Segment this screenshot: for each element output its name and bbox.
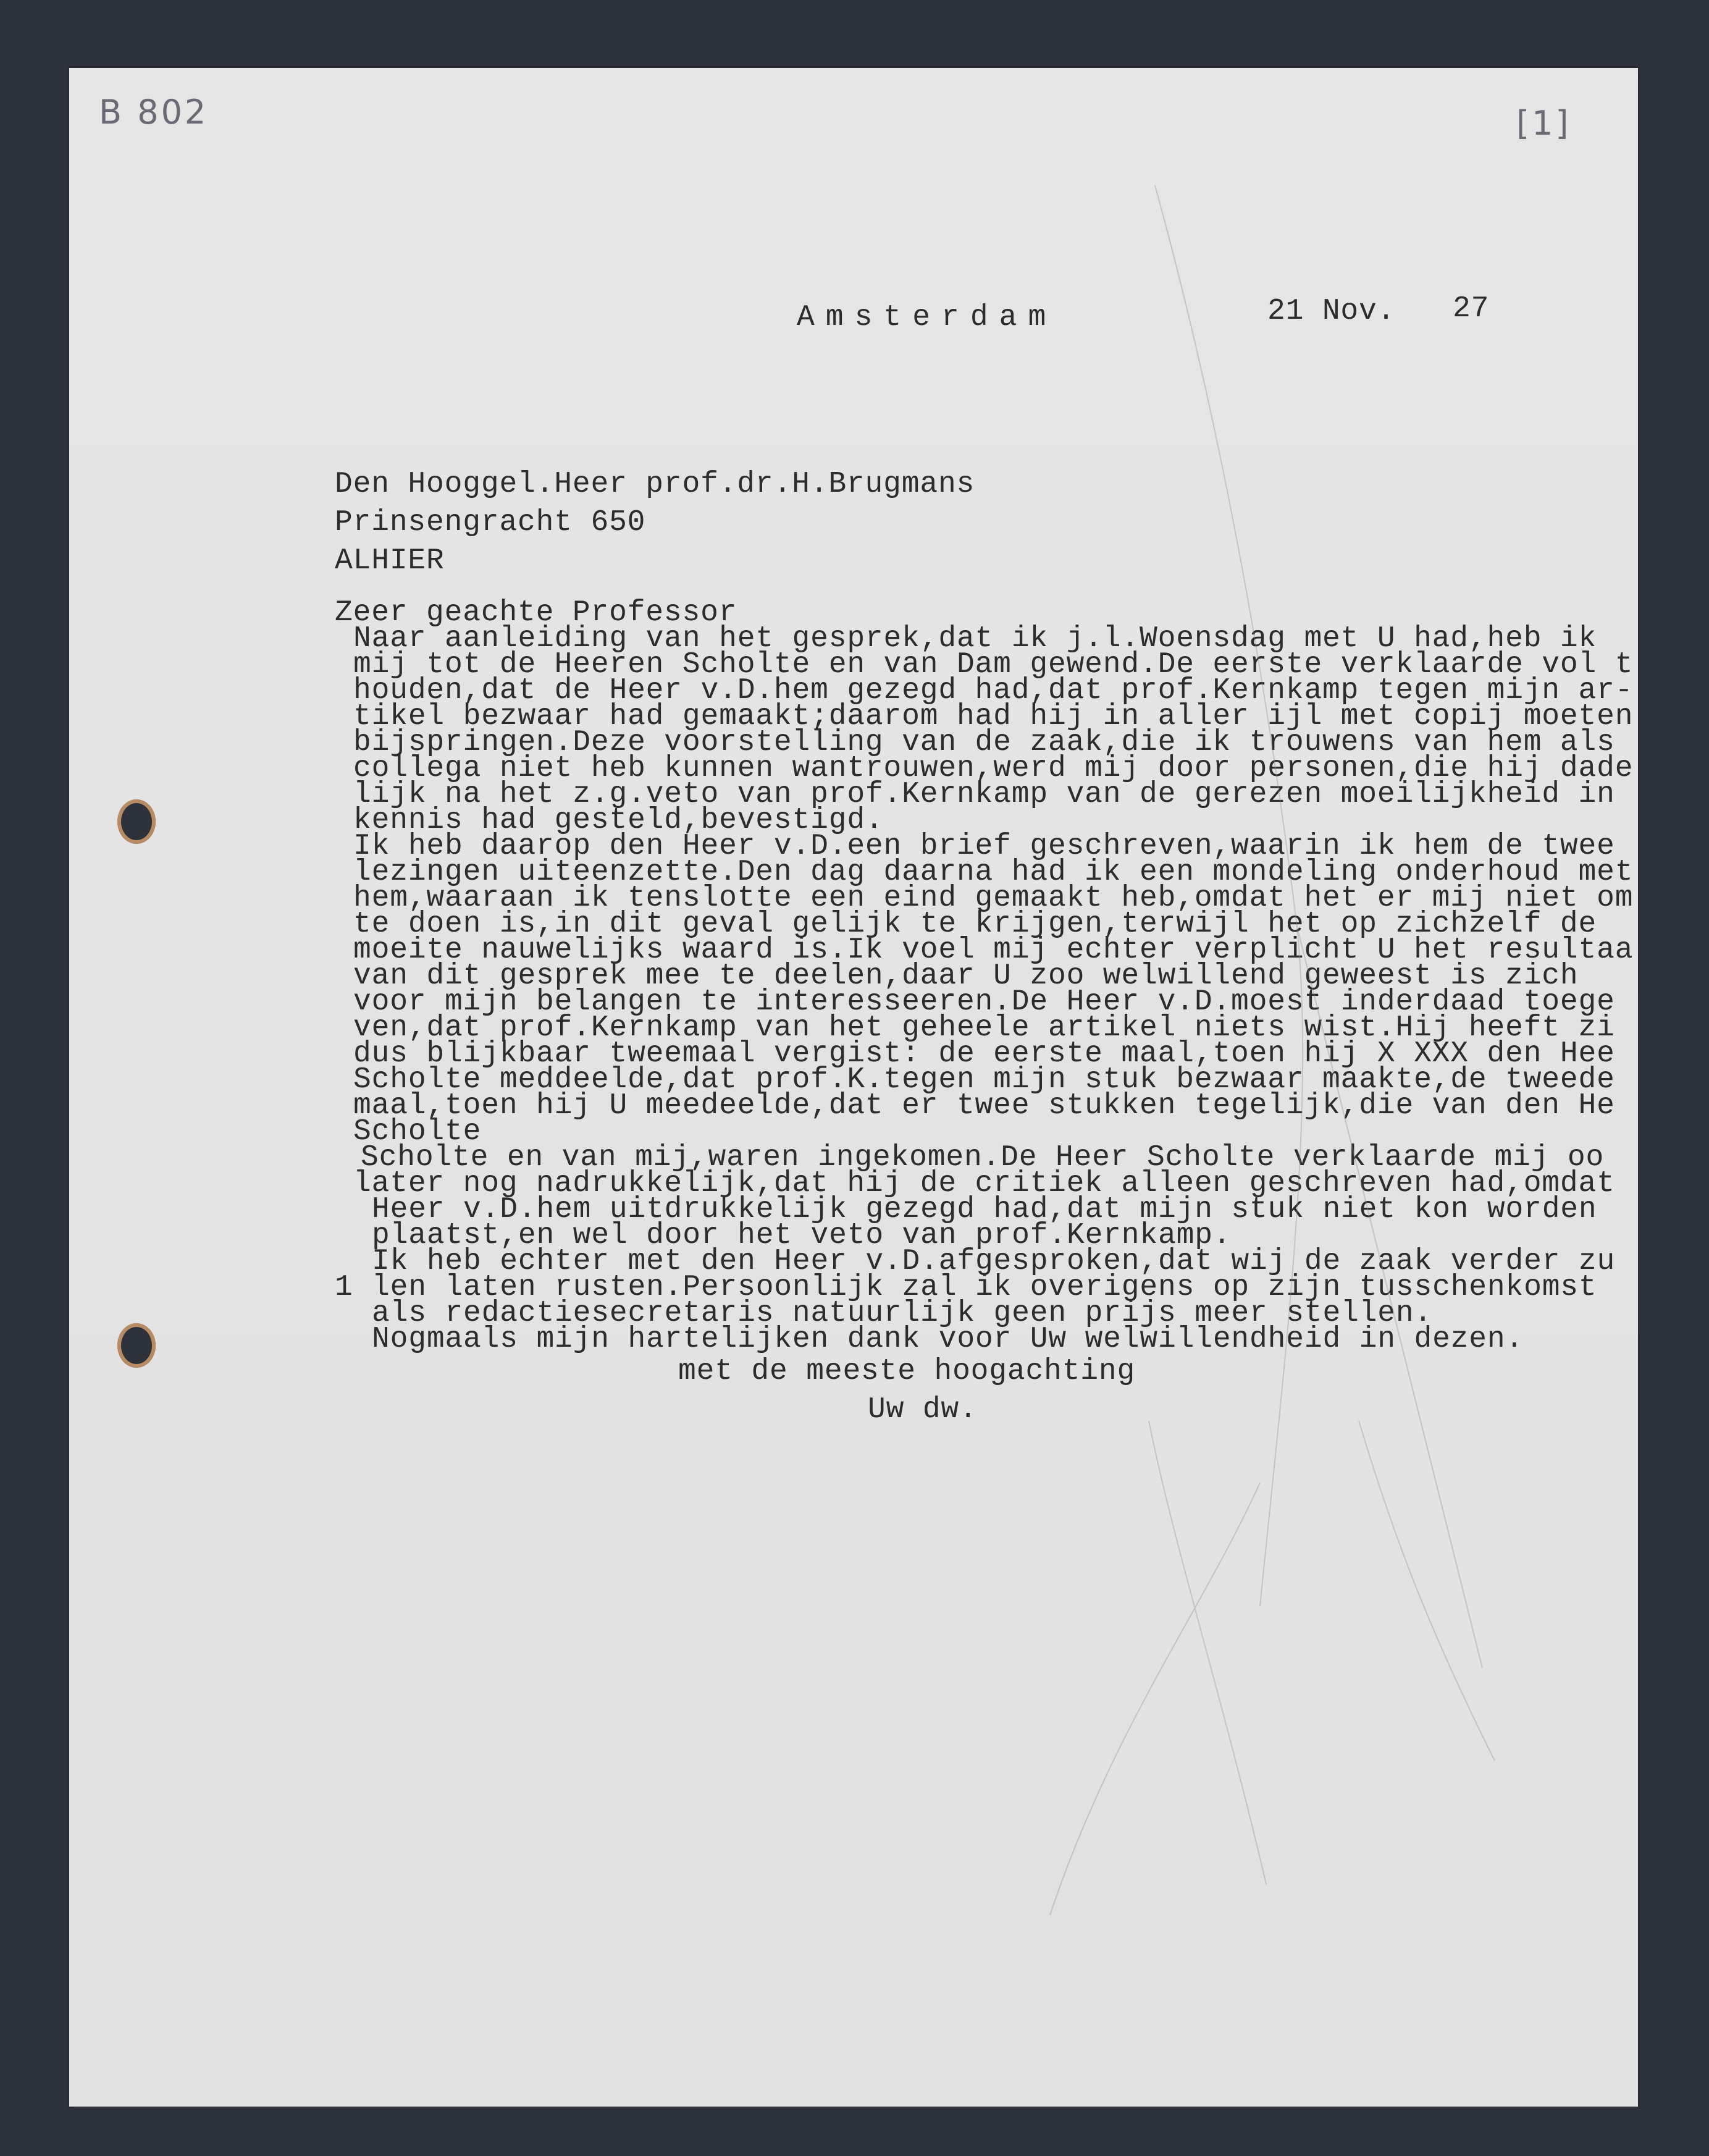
body-line: Scholte en van mij,waren ingekomen.De Heer Scholte verklaarde mij oo — [361, 1141, 1605, 1174]
body-line: hem,waaraan ik tenslotte een eind gemaakt heb,omdat het er mij niet om — [353, 882, 1634, 915]
body-line: moeite nauwelijks waard is.Ik voel mij echter verplicht U het resultaa — [353, 933, 1634, 967]
letter-year: 27 — [1453, 292, 1490, 326]
body-line: len laten rusten.Persoonlijk zal ik overigens op zijn tusschenkomst — [372, 1271, 1597, 1304]
body-line: kennis had gesteld,bevestigd. — [353, 804, 884, 837]
address-line: Prinsengracht 650 — [335, 506, 646, 539]
address-line: ALHIER — [335, 544, 445, 578]
body-line: Nogmaals mijn hartelijken dank voor Uw welwillendheid in dezen. — [372, 1323, 1524, 1356]
body-line: Scholte meddeelde,dat prof.K.tegen mijn stuk bezwaar maakte,de tweede — [353, 1063, 1615, 1097]
body-line: later nog nadrukkelijk,dat hij de critiek alleen geschreven had,omdat — [353, 1167, 1615, 1200]
body-line: Scholte — [353, 1115, 482, 1148]
salutation: Zeer geachte Professor — [335, 596, 737, 630]
body-line: dus blijkbaar tweemaal vergist: de eerste maal,toen hij X XXX den Hee — [353, 1037, 1615, 1071]
address-line: Den Hooggel.Heer prof.dr.H.Brugmans — [335, 468, 975, 501]
closing: met de meeste hoogachting — [678, 1355, 1136, 1388]
body-line: te doen is,in dit geval gelijk te krijgen,terwijl het op zichzelf de — [353, 907, 1597, 941]
body-line: van dit gesprek mee te deelen,daar U zoo welwillend geweest is zich — [353, 959, 1579, 993]
body-line: lijk na het z.g.veto van prof.Kernkamp van de gerezen moeilijkheid in — [353, 778, 1615, 811]
signature: Uw dw. — [868, 1393, 978, 1426]
body-line: als redactiesecretaris natuurlijk geen prijs meer stellen. — [372, 1297, 1433, 1330]
body-line: bijspringen.Deze voorstelling van de zaak,die ik trouwens van hem als — [353, 726, 1615, 759]
body-line: ven,dat prof.Kernkamp van het geheele artikel niets wist.Hij heeft zi — [353, 1011, 1615, 1045]
body-line: maal,toen hij U meedeelde,dat er twee stukken tegelijk,die van den He — [353, 1089, 1615, 1122]
body-line: lezingen uiteenzette.Den dag daarna had ik een mondeling onderhoud met — [353, 856, 1634, 889]
body-line: Naar aanleiding van het gesprek,dat ik j.l.Woensdag met U had,heb ik — [353, 622, 1597, 655]
letter-place: Amsterdam — [797, 301, 1057, 334]
body-line: mij tot de Heeren Scholte en van Dam gewend.De eerste verklaarde vol t — [353, 648, 1634, 681]
body-line: collega niet heb kunnen wantrouwen,werd mij door personen,die hij dade — [353, 752, 1634, 785]
body-line: plaatst,en wel door het veto van prof.Kernkamp. — [372, 1219, 1232, 1252]
punch-hole — [117, 799, 156, 844]
body-line: Heer v.D.hem uitdrukkelijk gezegd had,dat mijn stuk niet kon worden — [372, 1193, 1597, 1226]
page-marker: [1] — [1516, 104, 1571, 143]
body-line: houden,dat de Heer v.D.hem gezegd had,dat prof.Kernkamp tegen mijn ar- — [353, 674, 1634, 707]
archive-mark: B 802 — [99, 93, 209, 132]
letter-date: 21 Nov. — [1267, 295, 1396, 328]
margin-note: 1 — [335, 1271, 353, 1304]
punch-hole — [117, 1323, 156, 1368]
body-line: voor mijn belangen te interesseeren.De Heer v.D.moest inderdaad toege — [353, 985, 1615, 1019]
body-line: tikel bezwaar had gemaakt;daarom had hij in aller ijl met copij moeten — [353, 700, 1634, 733]
body-line: Ik heb echter met den Heer v.D.afgesproken,dat wij de zaak verder zu — [372, 1245, 1616, 1278]
body-line: Ik heb daarop den Heer v.D.een brief geschreven,waarin ik hem de twee — [353, 830, 1615, 863]
